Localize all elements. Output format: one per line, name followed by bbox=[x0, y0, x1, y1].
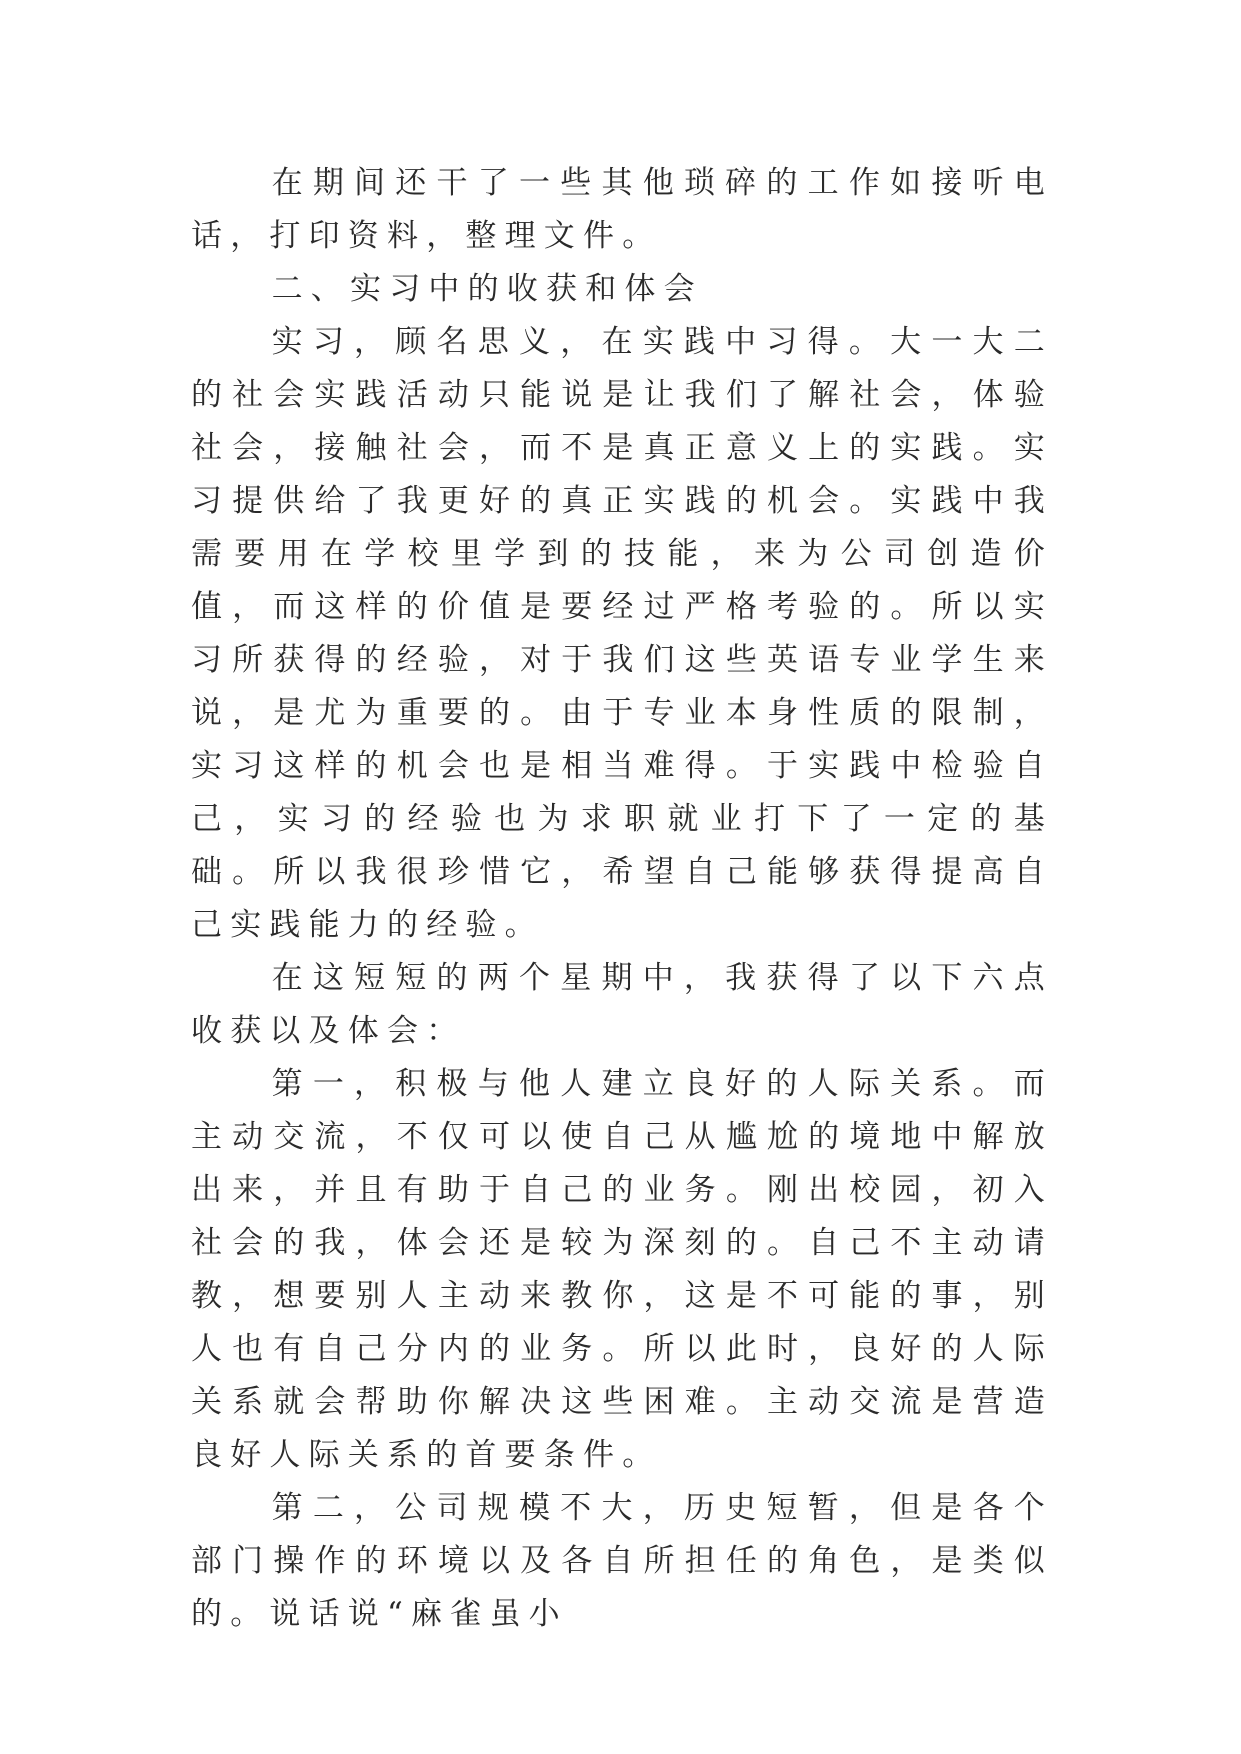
paragraph-six-gains-intro: 在这短短的两个星期中，我获得了以下六点收获以及体会： bbox=[191, 960, 1053, 1049]
paragraph-second-gain: 第二，公司规模不大，历史短暂，但是各个部门操作的环境以及各自所担任的角色，是类似的。说话说“麻雀虽小 bbox=[191, 1490, 1053, 1632]
paragraph-internship-meaning: 实习，顾名思义，在实践中习得。大一大二的社会实践活动只能说是让我们了解社会，体验社会，接触社会，而不是真正意义上的实践。实习提供给了我更好的真正实践的机会。实践中我需要用在学校里学到的技能，来为公司创造价值，而这样的价值是要经过严格考验的。所以实习所获得的经验，对于我们这些英语专业学生来说，是尤为重要的。由于专业本身性质的限制，实习这样的机会也是相当难得。于实践中检验自己，实习的经验也为求职就业打下了一定的基础。所以我很珍惜它，希望自己能够获得提高自己实践能力的经验。 bbox=[191, 324, 1053, 943]
section-heading-gains: 二、实习中的收获和体会 bbox=[271, 271, 703, 307]
paragraph-other-work: 在期间还干了一些其他琐碎的工作如接听电话，打印资料，整理文件。 bbox=[191, 165, 1053, 254]
document-body bbox=[191, 157, 1053, 1641]
paragraph-first-gain: 第一，积极与他人建立良好的人际关系。而主动交流，不仅可以使自己从尴尬的境地中解放出来，并且有助于自己的业务。刚出校园，初入社会的我，体会还是较为深刻的。自己不主动请教，想要别人主动来教你，这是不可能的事，别人也有自己分内的业务。所以此时，良好的人际关系就会帮助你解决这些困难。主动交流是营造良好人际关系的首要条件。 bbox=[191, 1066, 1053, 1473]
